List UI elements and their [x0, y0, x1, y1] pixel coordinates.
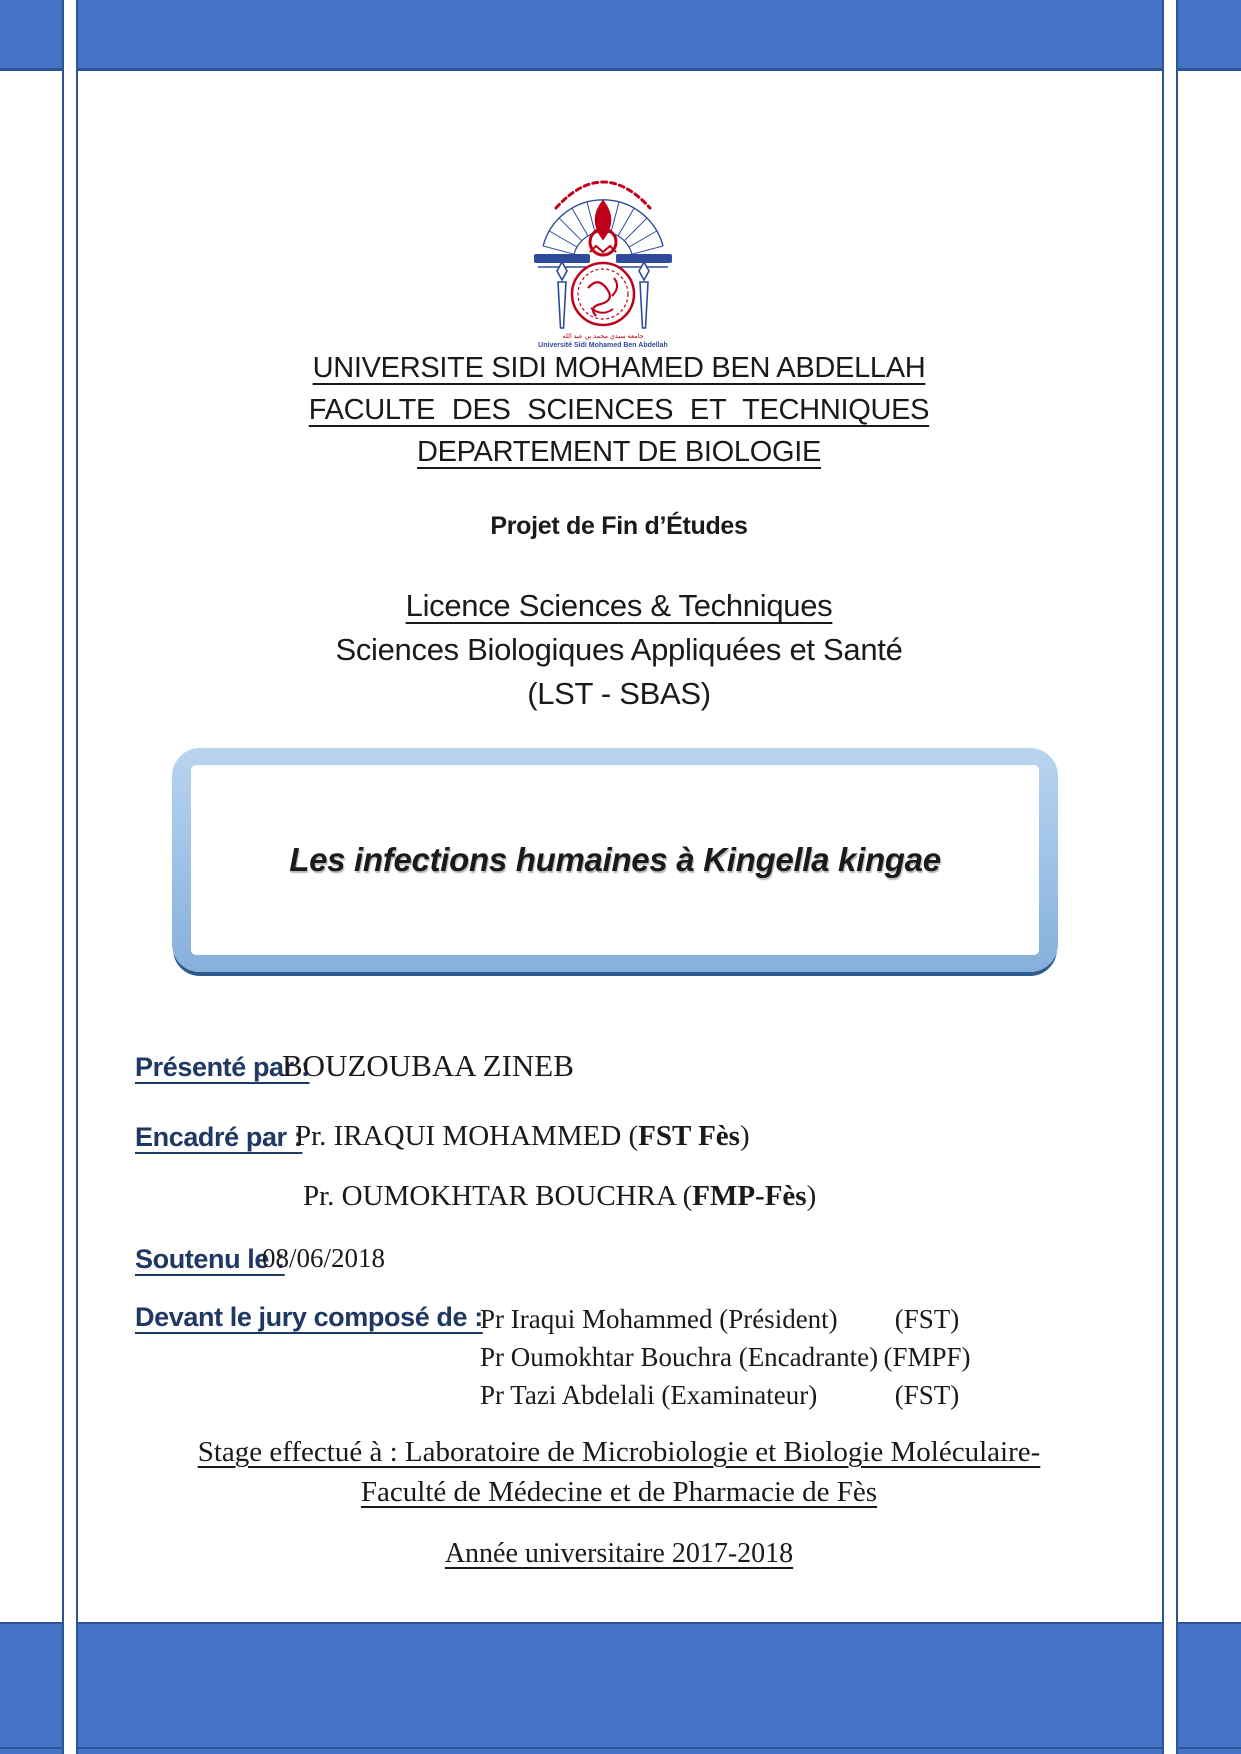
jury-member-1-name: Pr Iraqui Mohammed (Président) — [480, 1304, 838, 1334]
logo-caption-french: Université Sidi Mohamed Ben Abdellah — [538, 342, 668, 349]
jury-label: Devant le jury composé de : — [135, 1302, 483, 1332]
jury-affiliations — [872, 1300, 982, 1414]
university-name: UNIVERSITE SIDI MOHAMED BEN ABDELLAH — [312, 352, 926, 384]
frame-left-top-band — [0, 0, 62, 71]
thesis-title: Les infections humaines à Kingella kingae — [289, 841, 941, 878]
internship-line-2: Faculté de Médecine et de Pharmacie de Fès — [360, 1476, 878, 1508]
degree-name: Licence Sciences & Techniques — [405, 588, 833, 623]
defense-date-label: Soutenu le : — [135, 1244, 285, 1274]
frame-right-top-band — [1178, 0, 1241, 71]
university-logo — [528, 150, 678, 350]
project-type: Projet de Fin d’Études — [490, 512, 748, 540]
logo-caption-arabic: جامعة سيدي محمد بن عبد الله — [562, 333, 644, 340]
frame-left-strip — [0, 0, 64, 1754]
academic-year: Année universitaire 2017-2018 — [444, 1538, 794, 1569]
faculty-name: FACULTE DES SCIENCES ET TECHNIQUES — [308, 394, 930, 426]
jury-names — [480, 1300, 880, 1414]
specialty-name: Sciences Biologiques Appliquées et Santé — [335, 632, 903, 667]
frame-right-bottom-band — [1178, 1622, 1241, 1754]
frame-right-strip — [1176, 0, 1241, 1754]
supervised-by-label: Encadré par : — [135, 1122, 303, 1152]
jury-member-2-name: Pr Oumokhtar Bouchra (Encadrante) — [480, 1342, 879, 1372]
university-logo-icon — [528, 150, 678, 350]
frame-left-bottom-band — [0, 1622, 62, 1754]
supervisor-2: Pr. OUMOKHTAR BOUCHRA (FMP-Fès) — [303, 1180, 817, 1212]
jury-member-1-affiliation: (FST) — [894, 1304, 960, 1334]
department-name: DEPARTEMENT DE BIOLOGIE — [416, 436, 822, 468]
thesis-title-box — [172, 748, 1058, 972]
presented-by-name: BOUZOUBAA ZINEB — [282, 1048, 574, 1083]
presented-by-label: Présenté par : — [135, 1052, 310, 1082]
defense-date: 08/06/2018 — [262, 1243, 386, 1273]
jury-member-3-name: Pr Tazi Abdelali (Examinateur) — [480, 1380, 818, 1410]
internship-line-1: Stage effectué à : Laboratoire de Microbiologie et Biologie Moléculaire- — [197, 1436, 1041, 1468]
frame-main-top-band — [78, 0, 1162, 71]
jury-member-3-affiliation: (FST) — [894, 1380, 960, 1410]
frame-main-bottom-band — [78, 1622, 1162, 1754]
supervisor-1: Pr. IRAQUI MOHAMMED (FST Fès) — [295, 1120, 750, 1152]
specialty-abbreviation: (LST - SBAS) — [527, 676, 711, 711]
jury-member-2-affiliation: (FMPF) — [883, 1342, 971, 1372]
